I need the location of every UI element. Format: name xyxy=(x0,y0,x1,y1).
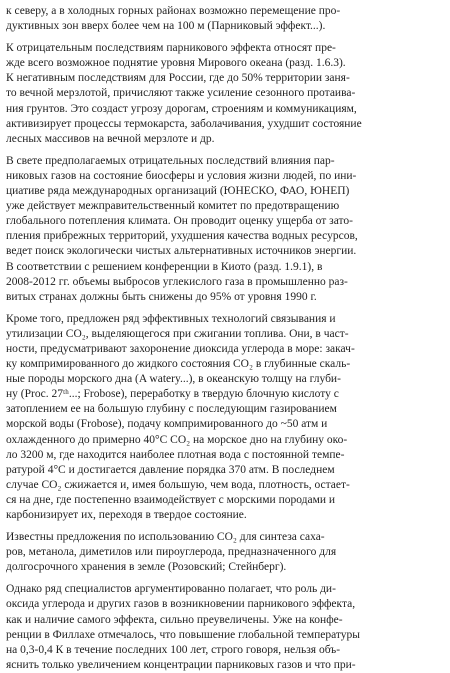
text-line: к северу, а в холодных горных районах возможно перемещение про- xyxy=(6,5,341,17)
text-line: ратурой 4°С и достигается давление порядка 370 атм. В последнем xyxy=(6,463,335,476)
text-line: Однако ряд специалистов аргументированно полагает, что роль ди- xyxy=(6,583,336,596)
text-line: морской воды (Frobose), подачу компримированного до ~50 атм и xyxy=(6,418,328,431)
text-line: циативе ряда международных организаций (ЮНЕСКО, ФАО, ЮНЕП) xyxy=(6,185,350,198)
text-line: К отрицательным последствиям парникового эффекта относят пре- xyxy=(6,42,336,55)
paragraph-negative-consequences xyxy=(6,41,434,147)
paragraph-international-committee xyxy=(6,154,434,305)
text-line: как и наличие самого эффекта, сильно преувеличены. Уже на конфе- xyxy=(6,613,343,626)
text-line: оксида углерода и других газов в возникновении парникового эффекта, xyxy=(6,598,356,611)
text-line: активизирует процессы термокарста, заболачивания, ухудшит состояние xyxy=(6,117,362,130)
text-line: дуктивных зон вверх более чем на 100 м (Парниковый эффект...). xyxy=(6,20,326,33)
text-line: лесных массивов на вечной мерзлоте и др. xyxy=(6,132,215,145)
text-line: карбонизирует их, переходя в твердое состояние. xyxy=(6,509,247,521)
text-line: ведет поиск экологически чистых альтернативных источников энергии. xyxy=(6,245,357,258)
paragraph-co2-synthesis xyxy=(6,530,434,575)
text-line: яснить только увеличением концентрации парниковых газов и что при- xyxy=(6,658,356,671)
text-line: утилизации CO₂, выделяющегося при сжигании топлива. Они, в част- xyxy=(6,327,349,340)
text-line: ров, метанола, диметилов или пироуглерода, предназначенного для xyxy=(6,546,337,559)
text-line: ну (Proc. 27ᵗʰ...; Frobose), переработку в твердую блочную кислоту с xyxy=(6,388,339,401)
text-line: ренции в Филлахе отмечалось, что повышение глобальной температуры xyxy=(6,628,361,641)
text-line: глобального потепления климата. Он проводит оценку ущерба от зато- xyxy=(6,215,353,228)
text-line: уже действует межправительственный комитет по предотвращению xyxy=(6,200,340,213)
text-line: жде всего возможное поднятие уровня Мирового океана (разд. 1.6.3). xyxy=(6,57,346,70)
text-line: 2008-2012 гг. объемы выбросов углекислого газа в промышленно раз- xyxy=(6,275,348,288)
document-page xyxy=(6,4,434,673)
text-line: ло 3200 м, где находится наиболее плотная вода с постоянной темпе- xyxy=(6,448,345,461)
text-line: ся на дне, где постепенно взаимодействует с морскими породами и xyxy=(6,493,336,506)
text-line: затоплением ее на большую глубину с последующим газированием xyxy=(6,403,337,416)
text-line: долгосрочного хранения в земле (Розовский; Стейнберг). xyxy=(6,561,287,574)
text-line: охлажденного до примерно 40°С CO₂ на морское дно на глубину око- xyxy=(6,433,348,446)
text-line: ные породы морского дна (A watery...), в океанскую толщу на глуби- xyxy=(6,373,341,386)
text-line: ния грунтов. Это создаст угрозу дорогам, строениям и коммуникациям, xyxy=(6,102,357,115)
paragraph-skeptics xyxy=(6,582,434,673)
text-line: никовых газов на состояние биосферы и условия жизни людей, по ини- xyxy=(6,169,357,182)
paragraph-intro-continuation xyxy=(6,4,434,34)
text-line: К негативным последствиям для России, где до 50% территории заня- xyxy=(6,72,350,85)
text-line: В свете предполагаемых отрицательных последствий влияния пар- xyxy=(6,154,335,167)
text-line: Кроме того, предложен ряд эффективных технологий связывания и xyxy=(6,312,336,325)
text-line: ку компримированного до жидкого состояния CO₂ в глубинные скаль- xyxy=(6,358,351,371)
text-line: ности, предусматривают захоронение диоксида углерода в море: закач- xyxy=(6,342,355,355)
text-line: Известны предложения по использованию CO₂ для синтеза саха- xyxy=(6,531,325,544)
paragraph-co2-technologies xyxy=(6,312,434,523)
text-line: то вечной мерзлотой, причисляют также усиление сезонного протаива- xyxy=(6,87,356,100)
text-line: В соответствии с решением конференции в Киото (разд. 1.9.1), в xyxy=(6,260,323,273)
text-line: на 0,3-0,4 К в течение последних 100 лет, строго говоря, нельзя объ- xyxy=(6,643,341,656)
text-line: витых странах должны быть снижены до 95% от уровня 1990 г. xyxy=(6,290,317,303)
text-line: пления прибрежных территорий, ухудшения качества водных ресурсов, xyxy=(6,230,358,243)
text-line: случае CO₂ сжижается и, имея большую, чем вода, плотность, остает- xyxy=(6,478,350,491)
